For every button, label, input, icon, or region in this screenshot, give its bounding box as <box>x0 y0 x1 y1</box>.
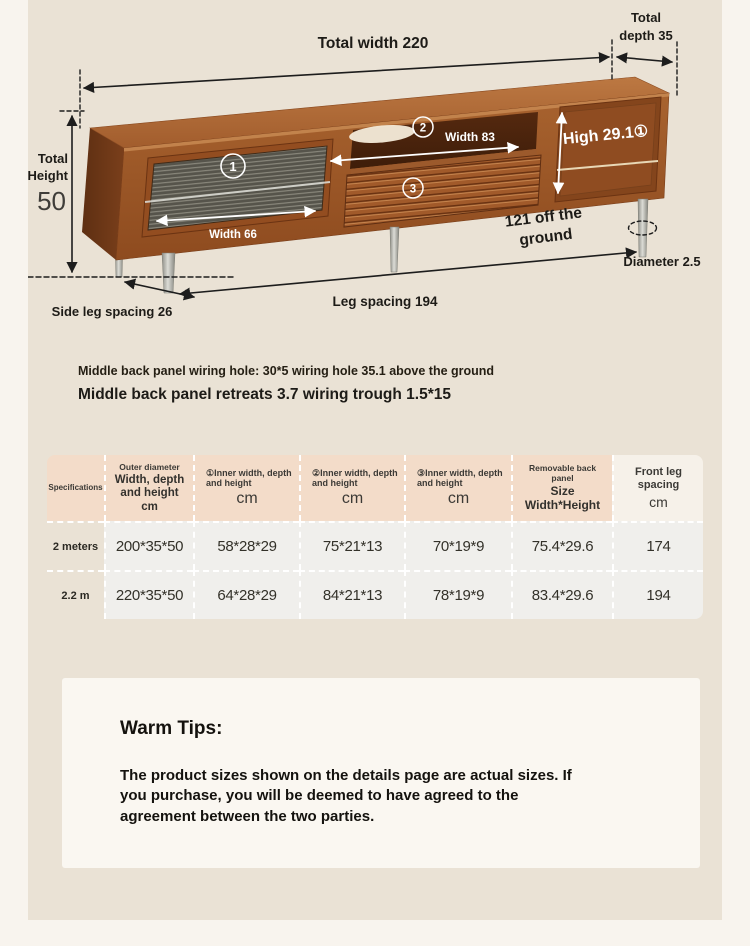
table-cell: 64*28*29 <box>193 570 299 619</box>
specifications-table <box>47 455 703 619</box>
svg-text:ground: ground <box>518 225 574 250</box>
svg-text:3: 3 <box>409 183 417 196</box>
header-inner-3: ③Inner width, depth and height cm <box>404 455 511 521</box>
total-width-arrow <box>84 57 609 88</box>
table-cell: 84*21*13 <box>299 570 404 619</box>
width-66-label: Width 66 <box>209 229 257 241</box>
product-spec-sheet <box>28 0 722 920</box>
warm-tips-box <box>62 678 700 868</box>
leg-spacing-arrow <box>180 252 636 294</box>
wiring-note-2: Middle back panel retreats 3.7 wiring trough 1.5*15 <box>78 386 451 403</box>
leg-spacing-label: Leg spacing 194 <box>332 294 438 309</box>
table-cell: 75*21*13 <box>299 521 404 570</box>
table-cell: 200*35*50 <box>104 521 193 570</box>
header-outer-diameter: Outer diameter Width, depth and height cm <box>104 455 193 521</box>
wiring-note-1: Middle back panel wiring hole: 30*5 wiring hole 35.1 above the ground <box>78 364 495 378</box>
row-label: 2.2 m <box>47 570 104 619</box>
header-back-panel: Removable back panel Size Width*Height <box>511 455 612 521</box>
header-inner-1: ①Inner width, depth and height cm <box>193 455 299 521</box>
inner-high-label: High 29.1① <box>562 122 649 149</box>
table-cell: 220*35*50 <box>104 570 193 619</box>
svg-text:121 off the: 121 off the <box>503 204 583 231</box>
tv-stand-dimension-diagram <box>28 0 722 340</box>
header-inner-2: ②Inner width, depth and height cm <box>299 455 404 521</box>
table-cell: 70*19*9 <box>404 521 511 570</box>
table-cell: 78*19*9 <box>404 570 511 619</box>
diameter-label: Diameter 2.5 <box>623 254 701 269</box>
row-label: 2 meters <box>47 521 104 570</box>
total-height-value: 50 <box>37 186 66 216</box>
width-83-label: Width 83 <box>445 130 495 144</box>
warm-tips-title: Warm Tips: <box>120 718 223 739</box>
table-cell: 58*28*29 <box>193 521 299 570</box>
side-leg-spacing-label: Side leg spacing 26 <box>51 304 173 319</box>
header-specifications: Specifications <box>47 455 104 521</box>
header-front-leg-spacing: Front leg spacing cm <box>612 455 703 521</box>
warm-tips-body: The product sizes shown on the details page are actual sizes. If you purchase, you will be deemed to have agreed to the agreement between the two parties. <box>120 767 572 825</box>
table-cell: 75.4*29.6 <box>511 521 612 570</box>
total-height-label-2: Height <box>28 168 68 183</box>
table-cell: 83.4*29.6 <box>511 570 612 619</box>
cabinet-body <box>82 77 669 260</box>
total-width-label: Total width 220 <box>317 35 429 52</box>
svg-text:2: 2 <box>419 122 427 135</box>
total-depth-arrow <box>617 57 672 62</box>
table-cell: 174 <box>612 521 703 570</box>
svg-text:1: 1 <box>229 159 237 174</box>
total-depth-label-2: depth 35 <box>619 28 673 43</box>
total-depth-label-1: Total <box>630 10 662 25</box>
side-leg-spacing-arrow <box>125 282 194 297</box>
right-door <box>555 97 661 202</box>
table-cell: 194 <box>612 570 703 619</box>
total-height-label-1: Total <box>37 151 68 166</box>
